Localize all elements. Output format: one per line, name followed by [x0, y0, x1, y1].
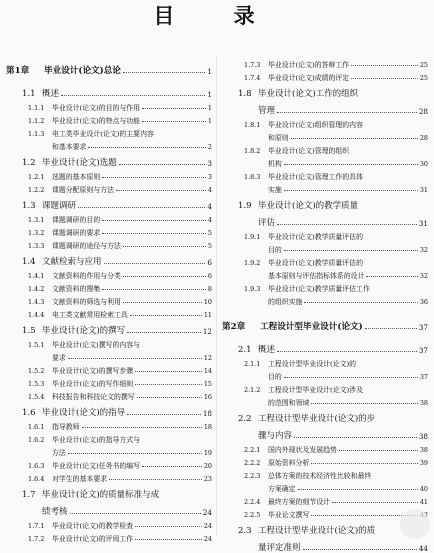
dot-leader	[82, 427, 202, 428]
page-number: 38	[419, 399, 428, 407]
page-number: 20	[203, 462, 212, 470]
toc-entry-continuation[interactable]	[6, 349, 212, 362]
toc-entry[interactable]	[222, 441, 428, 454]
page-number: 23	[203, 475, 212, 483]
entry-title: 基本原则与评估指标体系的设计	[268, 272, 365, 280]
entry-title: 毕业设计(论文)选题	[42, 158, 117, 168]
toc-entry[interactable]	[6, 418, 212, 431]
section-number: 1.5.1	[28, 341, 45, 349]
section-number: 1.8.2	[244, 147, 261, 155]
entry-title: 毕业设计(论文)教学质量评估工作	[268, 285, 370, 293]
dot-leader	[104, 263, 206, 264]
entry-title: 对学生的基本要求	[52, 475, 108, 483]
dot-leader	[366, 276, 417, 277]
dot-leader	[311, 463, 418, 464]
dot-leader	[284, 164, 418, 165]
watermark-logo	[400, 509, 430, 539]
page-number: 12	[202, 327, 212, 336]
toc-entry[interactable]	[6, 125, 212, 138]
page-title: 目 录	[153, 3, 281, 28]
entry-title: 毕业设计(论文)管理的组织	[268, 147, 350, 155]
dot-leader	[123, 72, 206, 73]
dot-leader	[88, 147, 205, 148]
dot-leader	[277, 224, 417, 225]
section-number: 1.3.3	[28, 242, 45, 250]
section-number: 2.3	[238, 526, 252, 536]
dot-leader	[102, 177, 206, 178]
page-number: 37	[418, 346, 428, 355]
dot-leader	[298, 489, 418, 490]
toc-entry[interactable]	[6, 401, 212, 418]
dot-leader	[123, 276, 206, 277]
toc-entry[interactable]	[6, 194, 212, 211]
toc-entry[interactable]	[6, 375, 212, 388]
toc-entry[interactable]	[222, 82, 428, 99]
page-number: 1	[207, 90, 212, 99]
entry-title: 毕业设计(论文)的撰写	[42, 326, 126, 336]
page-number: 19	[203, 449, 212, 457]
entry-title: 毕业设计(论文)的教学质量	[258, 201, 359, 211]
entry-title: 绩考核	[42, 507, 68, 517]
toc-entry[interactable]	[6, 267, 212, 280]
entry-title: 工程设计型毕业设计(论文)的步	[258, 414, 376, 424]
dot-leader	[135, 384, 202, 385]
page-number: 6	[207, 258, 212, 267]
entry-title: 课题分配原则与方法	[52, 186, 115, 194]
page-number: 2	[207, 143, 212, 151]
entry-title: 工程设计型毕业设计(论文)的	[268, 360, 357, 368]
section-number: 1.4.3	[28, 298, 45, 306]
toc-entry[interactable]	[6, 151, 212, 168]
dot-leader	[277, 112, 417, 113]
section-number: 第1章	[6, 66, 30, 76]
section-number: 2.1.2	[244, 386, 261, 394]
page-number: 6	[207, 272, 212, 280]
toc-entry[interactable]	[222, 142, 428, 155]
toc-entry-continuation[interactable]	[222, 241, 428, 254]
entry-title: 毕业设计(论文)工作的组织	[258, 89, 359, 99]
entry-title: 毕业设计(论文)任务书的编写	[52, 462, 141, 470]
section-number: 1.7.3	[244, 61, 261, 69]
page-number: 32	[419, 246, 428, 254]
toc-entry-continuation[interactable]	[222, 99, 428, 116]
dot-leader	[102, 289, 206, 290]
page-number: 28	[418, 107, 428, 116]
toc-entry[interactable]	[6, 388, 212, 401]
section-number: 1.2	[22, 158, 36, 168]
page-number: 3	[207, 173, 212, 181]
toc-entry[interactable]	[6, 168, 212, 181]
page-number: 40	[419, 485, 428, 493]
page-number: 3	[207, 159, 212, 168]
page-number: 38	[419, 446, 428, 454]
dot-leader	[102, 233, 206, 234]
dot-leader	[135, 371, 202, 372]
entry-title: 机构	[268, 160, 282, 168]
section-number: 1.1	[22, 89, 36, 99]
section-number: 1.3	[22, 201, 36, 211]
entry-title: 目的	[268, 246, 282, 254]
entry-title: 毕业设计(论文)的目的与作用	[52, 104, 141, 112]
section-number: 1.5.4	[28, 393, 45, 401]
dot-leader	[311, 403, 418, 404]
section-number: 2.2.1	[244, 446, 261, 454]
page-number: 36	[419, 298, 428, 306]
toc-entry[interactable]	[222, 355, 428, 368]
toc-entry[interactable]	[222, 116, 428, 129]
dot-leader	[284, 377, 418, 378]
dot-leader	[127, 414, 201, 415]
toc-entry[interactable]	[222, 254, 428, 267]
toc-entry[interactable]	[222, 56, 428, 69]
toc-entry-continuation[interactable]	[222, 155, 428, 168]
toc-entry[interactable]	[222, 228, 428, 241]
toc-entry[interactable]	[6, 82, 212, 99]
dot-leader	[68, 358, 202, 359]
dot-leader	[70, 513, 201, 514]
toc-entry[interactable]	[6, 211, 212, 224]
section-number: 1.6	[22, 408, 36, 418]
entry-title: 文献检索与应用	[42, 257, 102, 267]
toc-entry[interactable]	[222, 407, 428, 424]
section-number: 1.4.1	[28, 272, 45, 280]
section-number: 1.6.2	[28, 436, 45, 444]
entry-title: 毕业设计(论文)组织管理的内容	[268, 121, 363, 129]
page-number: 30	[419, 160, 428, 168]
entry-title: 选题的基本原则	[52, 173, 101, 181]
toc-entry-continuation[interactable]	[6, 138, 212, 151]
section-number: 2.1.1	[244, 360, 261, 368]
dot-leader	[123, 302, 202, 303]
page-number: 24	[203, 535, 212, 543]
dot-leader	[109, 479, 202, 480]
toc-entry[interactable]	[6, 293, 212, 306]
entry-title: 国内外现状及发展趋势	[268, 446, 337, 454]
section-number: 1.7	[22, 490, 36, 500]
entry-title: 课题调研的目的	[52, 216, 101, 224]
toc-entry[interactable]	[222, 381, 428, 394]
toc-entry-continuation[interactable]	[222, 394, 428, 407]
dot-leader	[351, 78, 418, 79]
toc-entry-continuation[interactable]	[6, 500, 212, 517]
toc-column-right	[222, 56, 428, 553]
dot-leader	[284, 190, 418, 191]
entry-title: 毕业设计(论文)的答辩工作	[268, 61, 350, 69]
entry-title: 毕业设计(论文)的评阅工作	[52, 535, 134, 543]
section-number: 1.7.1	[28, 522, 45, 530]
section-number: 1.6.1	[28, 423, 45, 431]
entry-title: 评估	[258, 218, 276, 228]
section-number: 1.9	[238, 201, 252, 211]
page-number: 24	[202, 508, 212, 517]
entry-title: 科技报告和科技论文的撰写	[52, 393, 135, 401]
toc-entry-continuation[interactable]	[222, 211, 428, 228]
page-number: 16	[203, 393, 212, 401]
entry-title: 工程设计型毕业设计(论文)涉及	[268, 386, 363, 394]
entry-title: 的范围和领域	[268, 399, 310, 407]
dot-leader	[351, 65, 418, 66]
entry-title: 工程设计型毕业设计(论文)的质	[258, 526, 376, 536]
entry-title: 要求	[52, 354, 66, 362]
entry-title: 指导教师	[52, 423, 80, 431]
toc-entry[interactable]	[6, 530, 212, 543]
entry-title: 文献资料的搜集	[52, 285, 101, 293]
dot-leader	[135, 526, 202, 527]
entry-title: 和原则	[268, 134, 289, 142]
toc-entry[interactable]	[6, 336, 212, 349]
toc-entry[interactable]	[222, 69, 428, 82]
section-number: 1.4.4	[28, 311, 45, 319]
toc-entry[interactable]	[6, 181, 212, 194]
toc-entry[interactable]	[6, 483, 212, 500]
toc-entry[interactable]	[6, 112, 212, 125]
section-number: 1.2.1	[28, 173, 45, 181]
dot-leader	[339, 450, 418, 451]
entry-title: 管理	[258, 106, 276, 116]
dot-leader	[277, 351, 417, 352]
dot-leader	[130, 315, 202, 316]
entry-title: 课题调研	[42, 201, 77, 211]
section-number: 1.5.3	[28, 380, 45, 388]
entry-title: 目的	[268, 373, 282, 381]
entry-title: 总体方案的技术经济性比较和最终	[268, 472, 372, 480]
toc-entry[interactable]	[6, 362, 212, 375]
section-number: 1.3.2	[28, 229, 45, 237]
toc-entry-continuation[interactable]	[222, 480, 428, 493]
section-number: 2.2.5	[244, 511, 261, 519]
page-number: 11	[203, 311, 212, 319]
toc-column-left	[6, 56, 212, 543]
page-number: 15	[203, 380, 212, 388]
entry-title: 毕业设计(论文)的教学检查	[52, 522, 134, 530]
page-number: 24	[203, 522, 212, 530]
page-number: 1	[207, 117, 212, 125]
section-number: 1.5	[22, 326, 36, 336]
toc-entry[interactable]	[222, 493, 428, 506]
entry-title: 量评定准则	[258, 543, 301, 553]
toc-entry[interactable]	[222, 168, 428, 181]
dot-leader	[119, 164, 206, 165]
toc-entry[interactable]	[222, 338, 428, 355]
toc-entry-continuation[interactable]	[222, 293, 428, 306]
section-number: 1.9.2	[244, 259, 261, 267]
entry-title: 课题调研的途径与方法	[52, 242, 121, 250]
section-number: 1.8	[238, 89, 252, 99]
toc-entry[interactable]	[6, 517, 212, 530]
page-number: 5	[207, 229, 212, 237]
entry-title: 文献资料的筛选与利用	[52, 298, 121, 306]
dot-leader	[291, 138, 418, 139]
toc-entry[interactable]	[6, 457, 212, 470]
section-number: 1.7.2	[28, 535, 45, 543]
toc-entry-continuation[interactable]	[222, 181, 428, 194]
page-number: 31	[419, 186, 428, 194]
section-number: 2.2.2	[244, 459, 261, 467]
toc-entry[interactable]	[222, 194, 428, 211]
section-number: 1.6.3	[28, 462, 45, 470]
entry-title: 骤与内容	[258, 431, 293, 441]
dot-leader	[123, 246, 206, 247]
entry-title: 毕业设计(论文)的质量标准与成	[42, 490, 160, 500]
dot-leader	[78, 207, 205, 208]
dot-leader	[61, 95, 205, 96]
section-number: 2.2.3	[244, 472, 261, 480]
page-number: 4	[207, 186, 212, 194]
entry-title: 课题调研的要求	[52, 229, 101, 237]
entry-title: 毕业设计(论文)成绩的评定	[268, 74, 350, 82]
entry-title: 毕业设计(论文)的特点与功能	[52, 117, 141, 125]
dot-leader	[137, 397, 202, 398]
page-number: 39	[419, 459, 428, 467]
dot-leader	[127, 332, 201, 333]
dot-leader	[294, 437, 417, 438]
dot-leader	[303, 549, 417, 550]
page-number: 4	[207, 216, 212, 224]
section-number: 1.2.2	[28, 186, 45, 194]
page-number: 37	[418, 323, 428, 332]
page-number: 10	[203, 298, 212, 306]
entry-title: 电工类文献常用检索工具	[52, 311, 128, 319]
page-number: 18	[203, 423, 212, 431]
toc-entry[interactable]	[222, 519, 428, 536]
entry-title: 工程设计型毕业设计(论文)	[260, 322, 363, 332]
page-number: 44	[418, 544, 428, 553]
section-number: 1.6.4	[28, 475, 45, 483]
entry-title: 毕业论文撰写	[268, 511, 310, 519]
toc-entry[interactable]	[6, 224, 212, 237]
toc-entry[interactable]	[6, 470, 212, 483]
entry-title: 概述	[42, 89, 60, 99]
toc-entry[interactable]	[6, 431, 212, 444]
page-number: 14	[203, 367, 212, 375]
entry-title: 的组织实施	[268, 298, 303, 306]
entry-title: 毕业设计(论文)的撰写步骤	[52, 367, 134, 375]
toc-entry-continuation[interactable]	[222, 424, 428, 441]
entry-title: 毕业设计(论文)的指导方式与	[52, 436, 141, 444]
section-number: 2.1	[238, 345, 252, 355]
toc-entry[interactable]	[6, 306, 212, 319]
page-number: 28	[419, 134, 428, 142]
page-number: 25	[419, 74, 428, 82]
dot-leader	[135, 539, 202, 540]
section-number: 2.2.4	[244, 498, 261, 506]
toc-entry[interactable]	[6, 237, 212, 250]
entry-title: 电工类毕业设计(论文)的主要内容	[52, 130, 154, 138]
section-number: 1.4.2	[28, 285, 45, 293]
page-number: 38	[418, 432, 428, 441]
dot-leader	[68, 453, 202, 454]
toc-entry[interactable]	[222, 454, 428, 467]
entry-title: 毕业设计(论文)教学质量评估的	[268, 233, 363, 241]
toc-entry-continuation[interactable]	[6, 444, 212, 457]
toc-entry[interactable]	[222, 506, 428, 519]
entry-title: 方案确定	[268, 485, 296, 493]
page-number: 1	[207, 67, 212, 76]
toc-entry[interactable]	[6, 99, 212, 112]
entry-title: 毕业设计(论文)的指导	[42, 408, 126, 418]
entry-title: 文献资料的作用与分类	[52, 272, 121, 280]
section-number: 1.1.3	[28, 130, 45, 138]
toc-entry[interactable]	[222, 467, 428, 480]
toc-entry[interactable]	[222, 280, 428, 293]
entry-title: 最终方案的细节设计	[268, 498, 331, 506]
dot-leader	[116, 190, 206, 191]
toc-entry-continuation[interactable]	[222, 368, 428, 381]
dot-leader	[142, 121, 206, 122]
page-number: 31	[418, 219, 428, 228]
page-number: 4	[207, 202, 212, 211]
page-number: 41	[419, 498, 428, 506]
dot-leader	[142, 108, 206, 109]
chapter-entry[interactable]	[222, 312, 428, 332]
toc-entry[interactable]	[6, 250, 212, 267]
section-number: 第2章	[222, 322, 246, 332]
dot-leader	[284, 250, 418, 251]
section-number: 2.2	[238, 414, 252, 424]
dot-leader	[332, 502, 418, 503]
toc-entry-continuation[interactable]	[222, 267, 428, 280]
page-number: 12	[203, 354, 212, 362]
section-number: 1.8.1	[244, 121, 261, 129]
column-divider	[216, 56, 217, 536]
section-number: 1.8.3	[244, 173, 261, 181]
dot-leader	[365, 328, 417, 329]
entry-title: 实施	[268, 186, 282, 194]
entry-title: 概述	[258, 345, 276, 355]
page-number: 32	[419, 272, 428, 280]
toc-entry[interactable]	[6, 319, 212, 336]
toc-entry[interactable]	[6, 280, 212, 293]
entry-title: 毕业设计(论文)撰写的内容与	[52, 341, 141, 349]
toc-entry-continuation[interactable]	[222, 129, 428, 142]
section-number: 1.5.2	[28, 367, 45, 375]
section-number: 1.9.3	[244, 285, 261, 293]
entry-title: 和基本要求	[52, 143, 87, 151]
section-number: 1.9.1	[244, 233, 261, 241]
entry-title: 毕业设计(论文)总论	[44, 66, 121, 76]
page-number: 25	[419, 61, 428, 69]
section-number: 1.7.4	[244, 74, 261, 82]
section-number: 1.4	[22, 257, 36, 267]
entry-title: 毕业设计(论文)管理工作的具体	[268, 173, 363, 181]
page-number: 18	[202, 409, 212, 418]
page-number: 5	[207, 242, 212, 250]
chapter-entry[interactable]	[6, 56, 212, 76]
entry-title: 毕业设计(论文)的写作细则	[52, 380, 134, 388]
section-number: 1.1.2	[28, 117, 45, 125]
dot-leader	[102, 220, 206, 221]
page-number: 8	[207, 285, 212, 293]
entry-title: 毕业设计(论文)教学质量评估的	[268, 259, 363, 267]
section-number: 1.3.1	[28, 216, 45, 224]
entry-title: 原始资料分析	[268, 459, 310, 467]
entry-title: 方法	[52, 449, 66, 457]
section-number: 1.1.1	[28, 104, 45, 112]
page-number: 37	[419, 373, 428, 381]
dot-leader	[142, 466, 202, 467]
toc-entry-continuation[interactable]	[222, 536, 428, 553]
dot-leader	[304, 302, 417, 303]
page-number: 1	[207, 104, 212, 112]
